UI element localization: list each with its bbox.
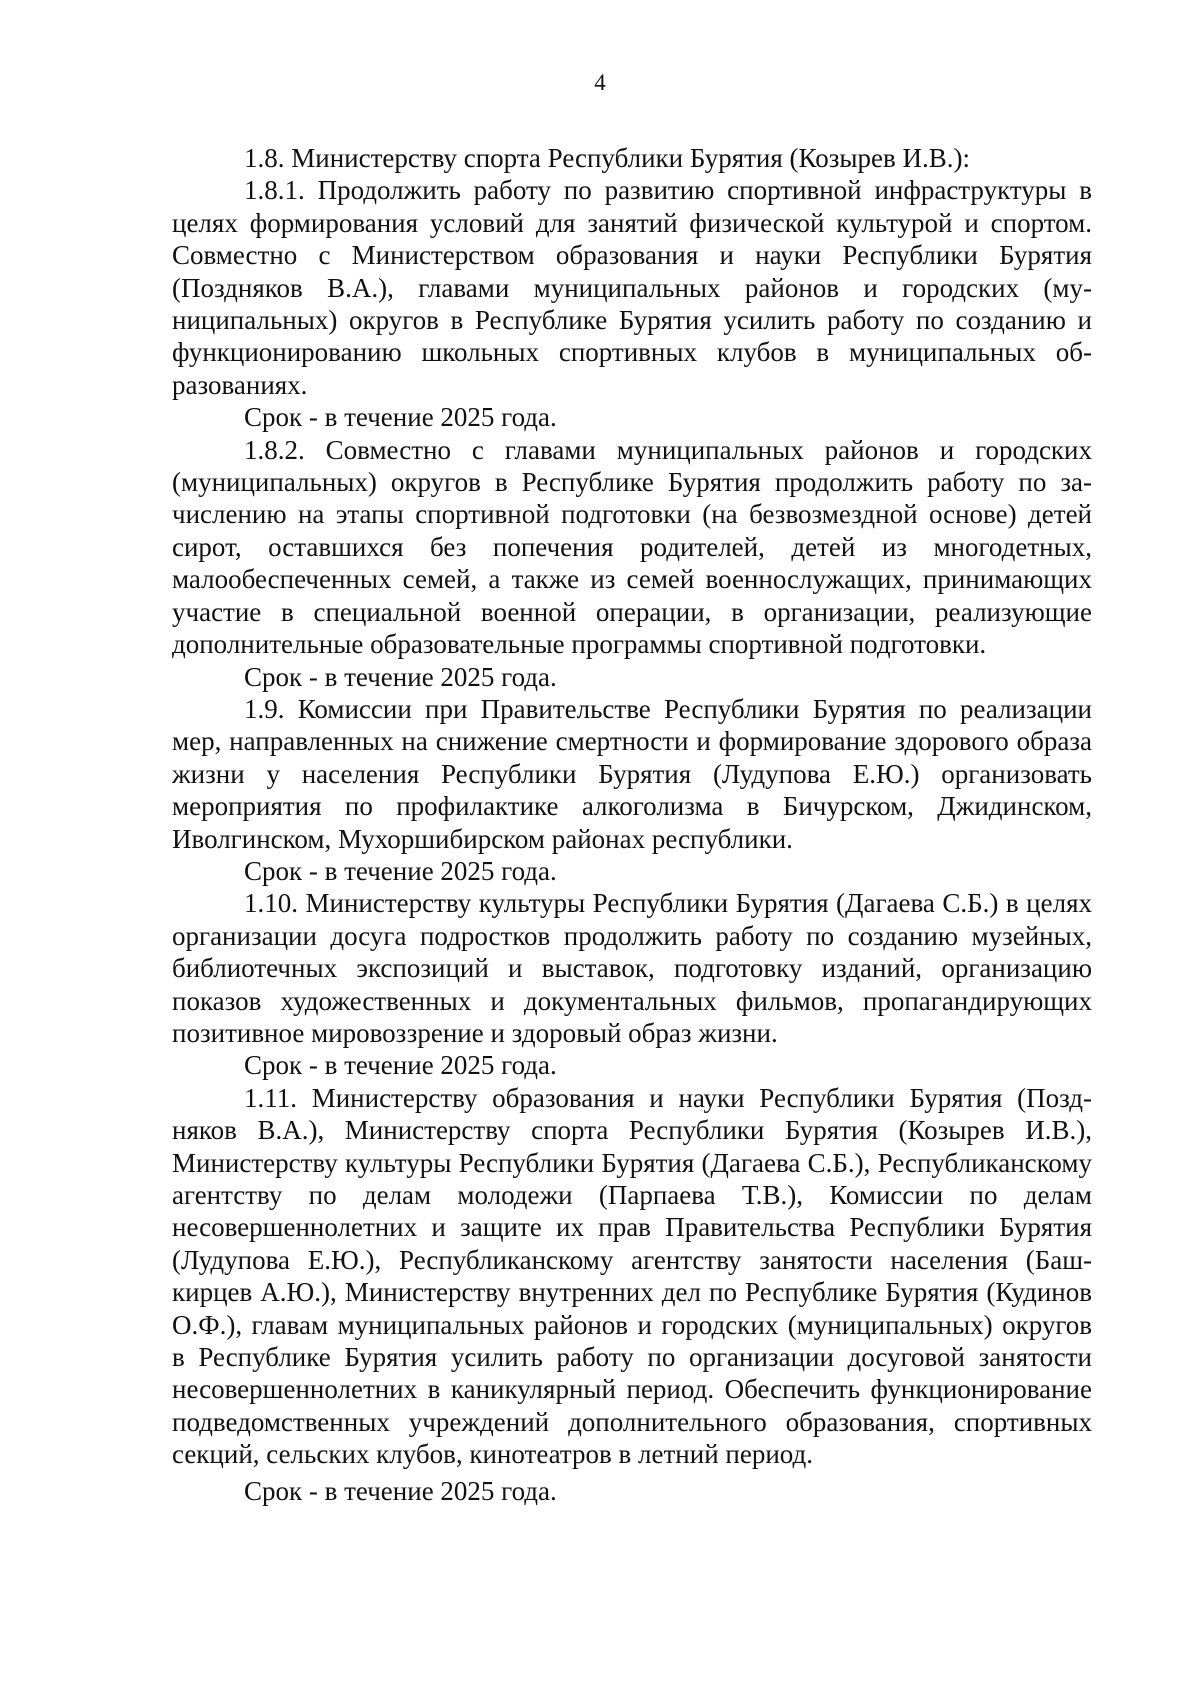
- page-number: 4: [594, 70, 606, 95]
- paragraph-1-8-2: 1.8.2. Совместно с главами муниципальных районов и городских (муниципальных) округов в Республике Бурятия продолжить работу по зачислению на этапы спортивной подготовки (на безвозмездной основе) детей сирот, оставшихся без попечения родителей, детей из многодетных, малообеспеченных семей, а также из семей военнослужащих, принимающих участие в специальной военной операции, в организации, реализующие дополнительные образовательные программы спортивной подготовки.: [172, 434, 1092, 660]
- deadline-1-8-2: Срок - в течение 2025 года.: [244, 661, 557, 692]
- document-body: [172, 142, 1092, 1507]
- deadline-1-8-1: Срок - в течение 2025 года.: [244, 402, 557, 433]
- deadline-1-10: Срок - в течение 2025 года.: [244, 1050, 557, 1081]
- paragraph-1-9: 1.9. Комиссии при Правительстве Республики Бурятия по реализации мер, направленных на снижение смертности и формирование здорового образа жизни у населения Республики Бурятия (Лудупова Е.Ю.) организовать мероприятия по профилактике алкоголизма в Бичурском, Джидинском, Иволгинском, Мухоршибирском районах республики.: [172, 693, 1092, 854]
- deadline-1-11: Срок - в течение 2025 года.: [244, 1475, 557, 1506]
- deadline-1-9: Срок - в течение 2025 года.: [244, 855, 557, 886]
- paragraph-1-8: 1.8. Министерству спорта Республики Бурятия (Козырев И.В.):: [244, 143, 970, 173]
- paragraph-1-11: 1.11. Министерству образования и науки Республики Бурятия (Поздняков В.А.), Министерству спорта Республики Бурятия (Козырев И.В.), Министерству культуры Республики Бурятия (Дагаева С.Б.), Республиканскому агентству по делам молодежи (Парпаева Т.В.), Комиссии по делам несовершеннолетних и защите их прав Правительства Республики Бурятия (Лудупова Е.Ю.), Республиканскому агентству занятости населения (Башкирцев А.Ю.), Министерству внутренних дел по Республике Бурятия (Кудинов О.Ф.), главам муниципальных районов и городских (муниципальных) округов в Республике Бурятия усилить работу по организации досуговой занятости несовершеннолетних в каникулярный период. Обеспечить функционирование подведомственных учреждений дополнительного образования, спортивных секций, сельских клубов, кинотеатров в летний период.: [172, 1082, 1092, 1470]
- paragraph-1-8-1: 1.8.1. Продолжить работу по развитию спортивной инфраструктуры в целях формирования условий для занятий физической культурой и спортом. Совместно с Министерством образования и науки Республики Бурятия (Поздняков В.А.), главами муниципальных районов и городских (муниципальных) округов в Республике Бурятия усилить работу по созданию и функционированию школьных спортивных клубов в муниципальных образованиях.: [172, 175, 1092, 400]
- paragraph-1-10: 1.10. Министерству культуры Республики Бурятия (Дагаева С.Б.) в целях организации досуга подростков продолжить работу по созданию музейных, библиотечных экспозиций и выставок, подготовку изданий, организацию показов художественных и документальных фильмов, пропагандирующих позитивное мировоззрение и здоровый образ жизни.: [172, 888, 1092, 1048]
